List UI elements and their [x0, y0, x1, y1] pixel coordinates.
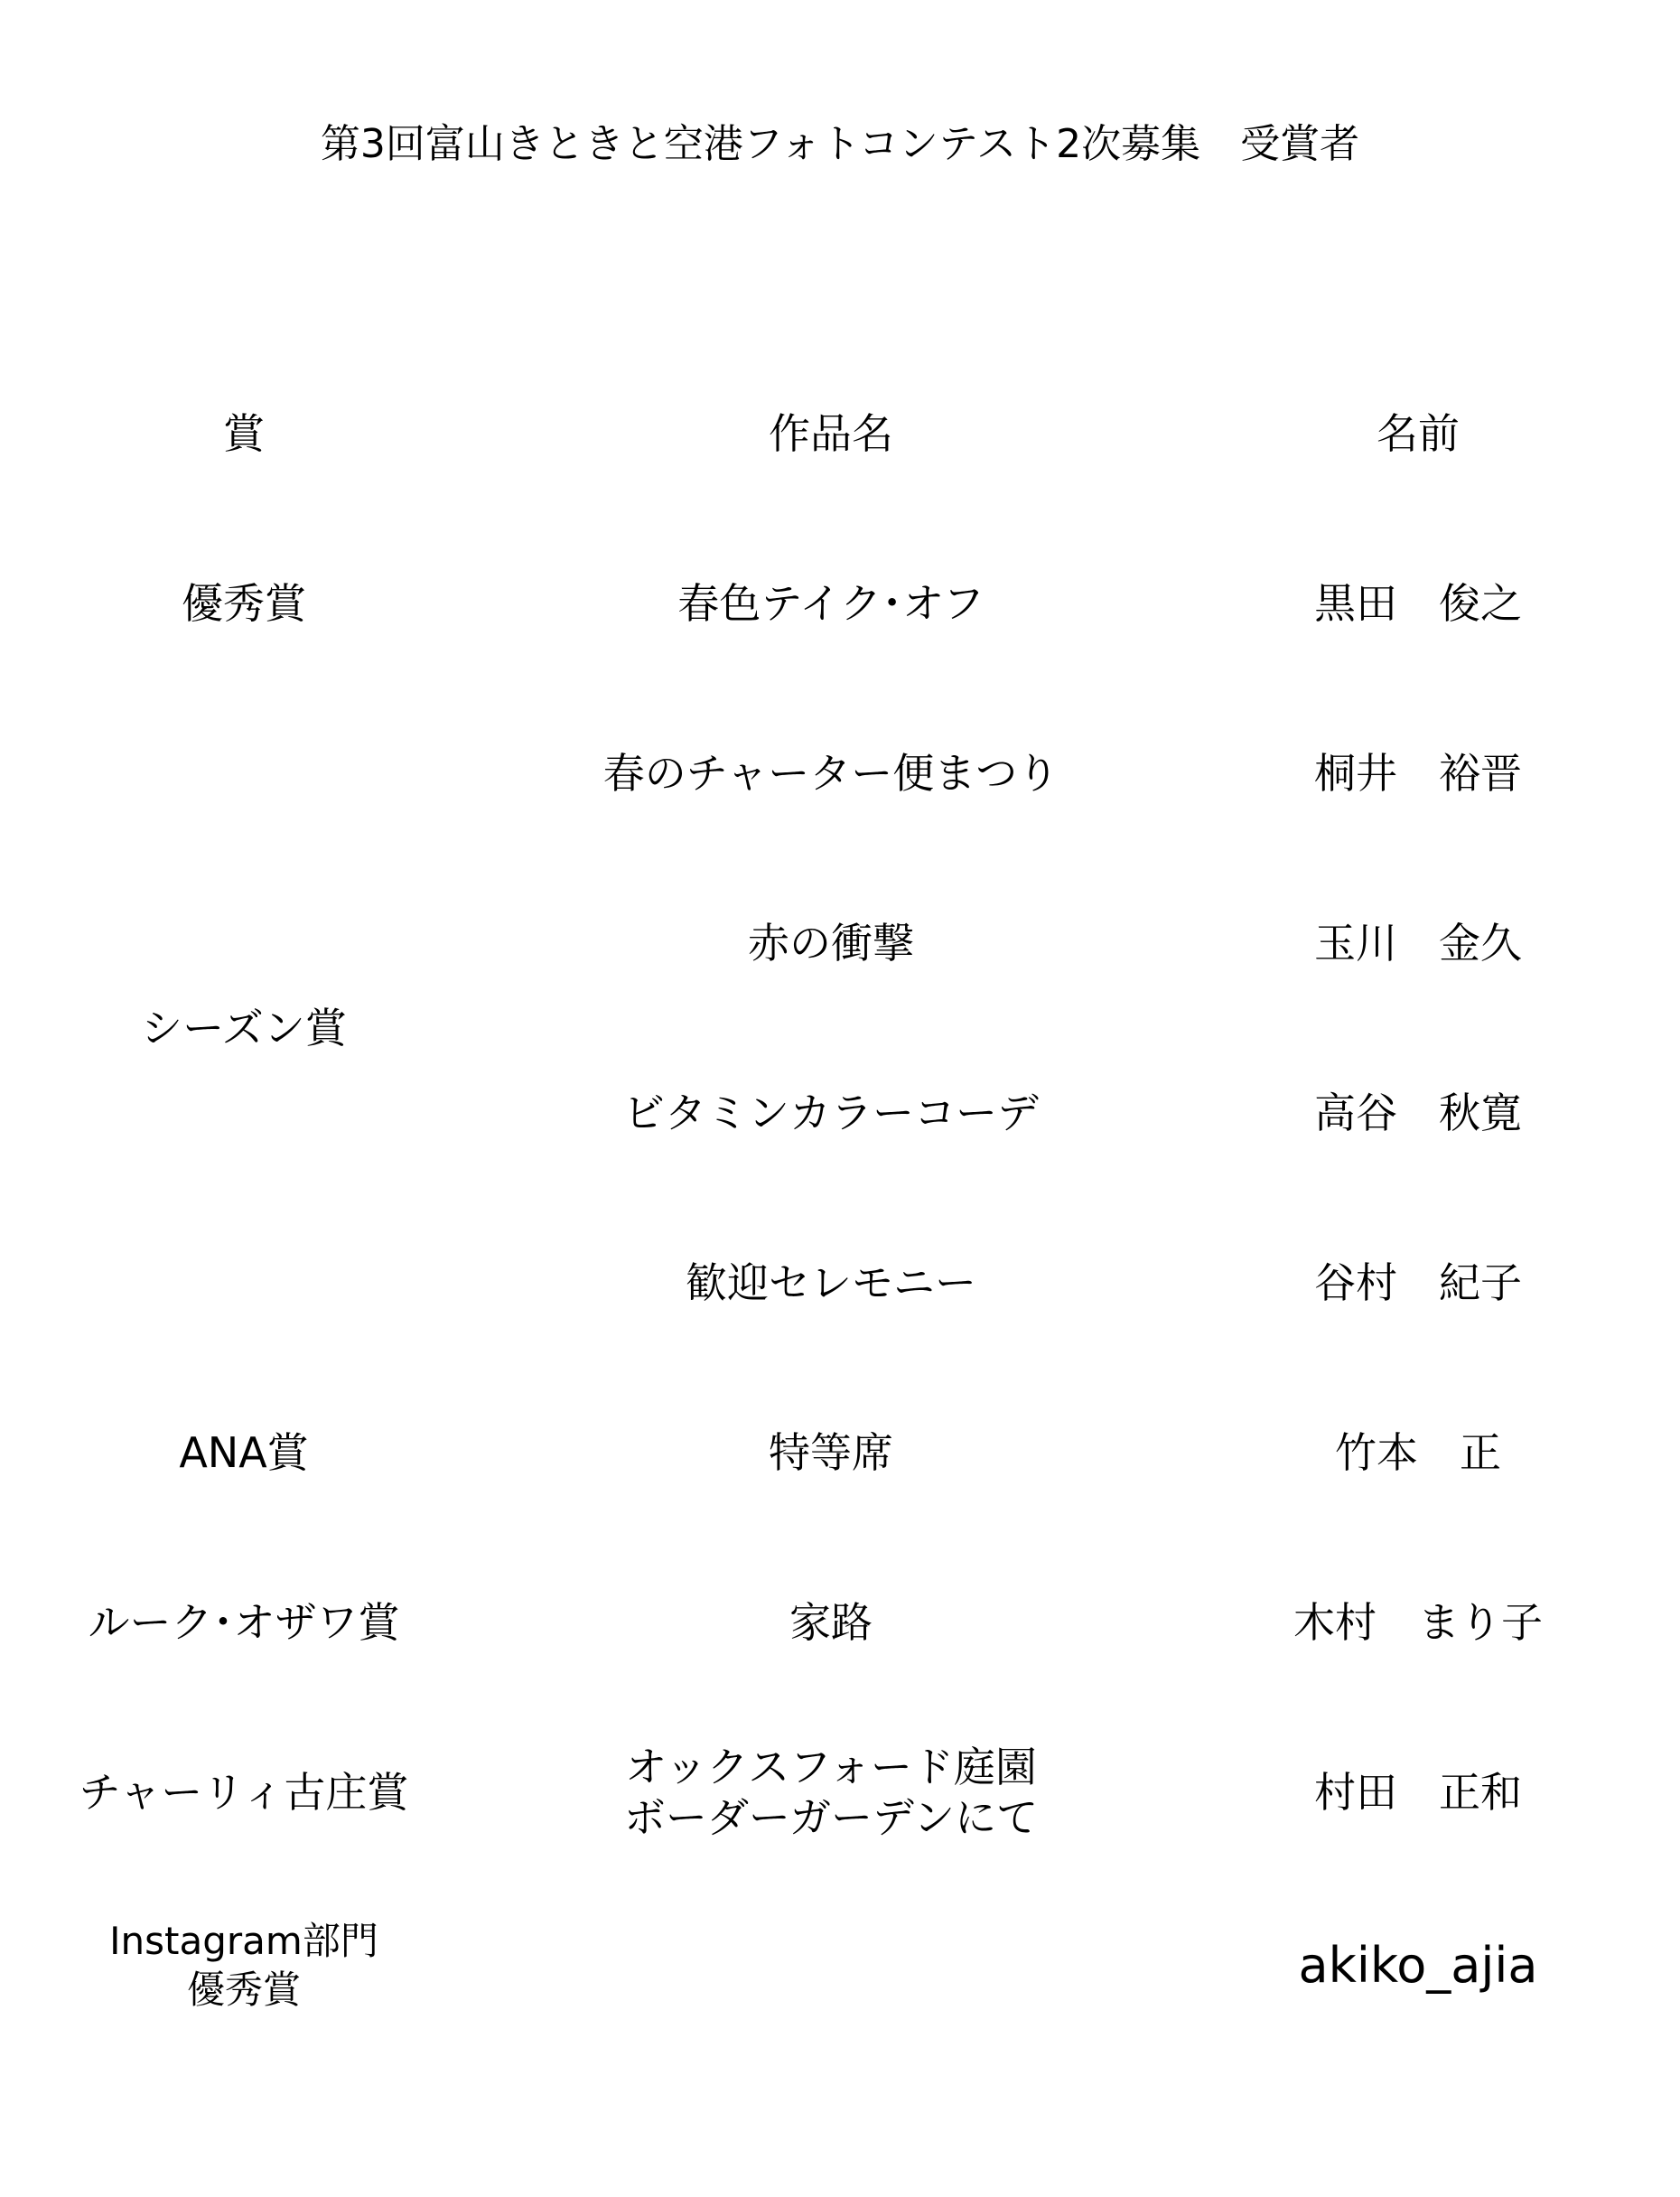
- work-title: 春色テイク･オフ: [677, 579, 985, 628]
- work-title: 特等席: [769, 1428, 893, 1477]
- winner-name: 黒田 俊之: [1314, 579, 1522, 628]
- award-instagram: [36, 1917, 452, 2015]
- winner-name: 玉川 金久: [1314, 919, 1522, 968]
- work-title-line: オックスフォード庭園: [625, 1743, 1037, 1791]
- award-luke-ozawa: ルーク･オザワ賞: [88, 1598, 400, 1647]
- work-title: 歓迎セレモニー: [686, 1258, 976, 1307]
- winner-name: 高谷 秋寛: [1314, 1089, 1522, 1137]
- winner-name: 桐井 裕晋: [1314, 749, 1522, 798]
- header-name: 名前: [1377, 409, 1460, 458]
- award-line: Instagram部門: [109, 1919, 378, 1963]
- header-award: 賞: [223, 409, 265, 458]
- work-title-multiline: [560, 1742, 1102, 1843]
- winner-name: 竹本 正: [1335, 1428, 1501, 1477]
- award-excellence: 優秀賞: [182, 579, 306, 628]
- work-title-line: ボーダーガーデンにて: [623, 1793, 1039, 1842]
- award-line: 優秀賞: [186, 1968, 301, 2012]
- award-ana: ANA賞: [179, 1428, 309, 1477]
- work-title: 家路: [789, 1598, 873, 1647]
- work-title: 春のチャーター便まつり: [602, 749, 1059, 798]
- winner-name: 村田 正和: [1314, 1768, 1522, 1817]
- winner-name: 谷村 紀子: [1314, 1258, 1522, 1307]
- work-title: 赤の衝撃: [748, 919, 914, 968]
- work-title: ビタミンカラーコーデ: [623, 1089, 1039, 1137]
- winner-name: 木村 まり子: [1293, 1598, 1543, 1647]
- winner-name: akiko_ajia: [1298, 1937, 1538, 1994]
- page-title: 第3回富山きときと空港フォトコンテスト2次募集 受賞者: [320, 121, 1360, 167]
- header-work: 作品名: [769, 409, 893, 458]
- award-charlie-furusho: チャーリィ古庄賞: [79, 1768, 409, 1817]
- award-season: シーズン賞: [141, 1004, 347, 1052]
